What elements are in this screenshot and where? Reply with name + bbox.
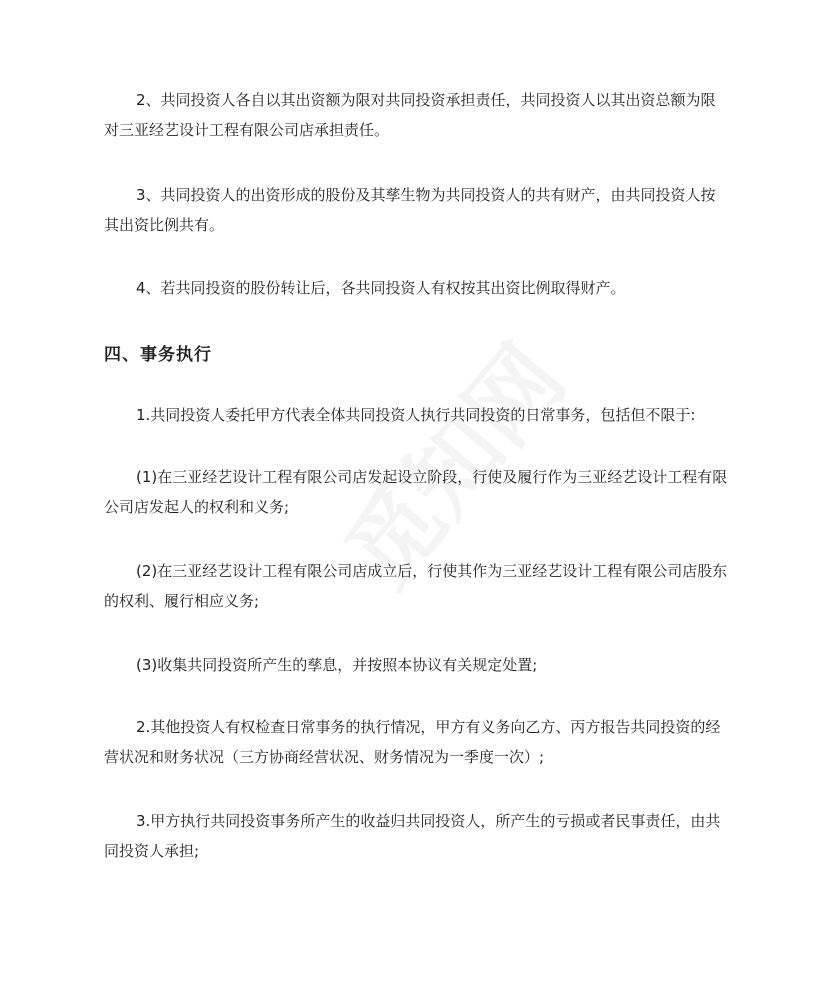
paragraph-item-3: (3)收集共同投资所产生的孳息，并按照本协议有关规定处置; [136, 656, 538, 674]
paragraph-item-1: (1)在三亚经艺设计工程有限公司店发起设立阶段，行使及履行作为三亚经艺设计工程有限公司店发起人的权利和义务; [104, 468, 728, 516]
paragraph-item-2: (2)在三亚经艺设计工程有限公司店成立后，行使其作为三亚经艺设计工程有限公司店股东的权利、履行相应义务; [104, 562, 728, 610]
paragraph-inspection: 2.其他投资人有权检查日常事务的执行情况，甲方有义务向乙方、丙方报告共同投资的经营状况和财务状况（三方协商经营状况、财务情况为一季度一次）; [104, 718, 721, 766]
paragraph-shared-property: 3、共同投资人的出资形成的股份及其孳生物为共同投资人的共有财产，由共同投资人按其出资比例共有。 [104, 186, 716, 234]
paragraph-profit-loss: 3.甲方执行共同投资事务所产生的收益归共同投资人，所产生的亏损或者民事责任，由共同投资人承担; [104, 812, 721, 860]
section-heading-affairs: 四、事务执行 [104, 345, 212, 365]
paragraph-liability: 2、共同投资人各自以其出资额为限对共同投资承担责任，共同投资人以其出资总额为限对三亚经艺设计工程有限公司店承担责任。 [104, 91, 716, 139]
paragraph-delegation: 1.共同投资人委托甲方代表全体共同投资人执行共同投资的日常事务，包括但不限于: [136, 406, 696, 424]
paragraph-share-transfer: 4、若共同投资的股份转让后，各共同投资人有权按其出资比例取得财产。 [136, 279, 626, 297]
